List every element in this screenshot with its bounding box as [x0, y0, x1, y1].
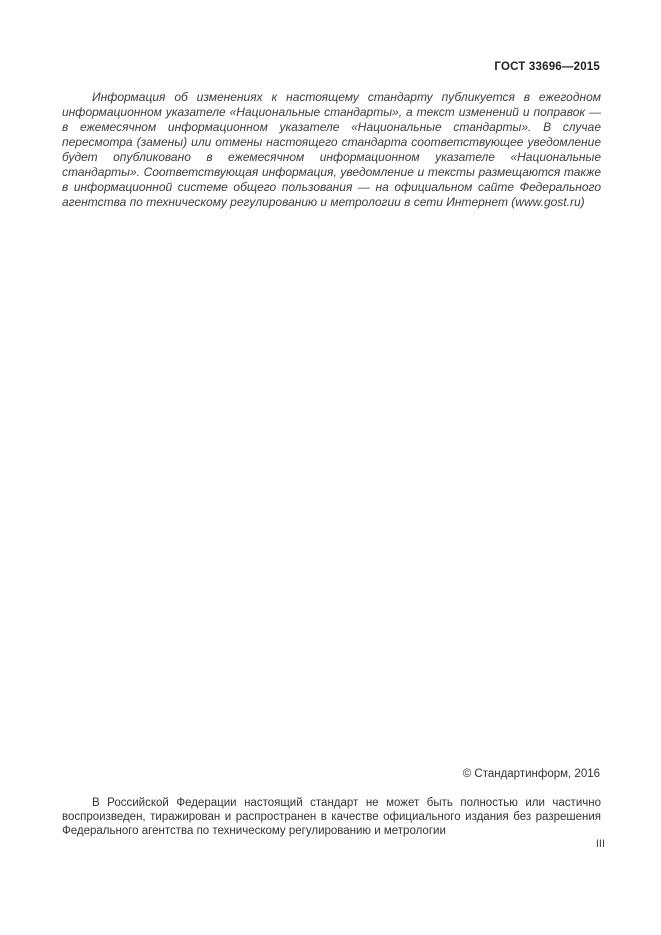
amendments-notice-paragraph: Информация об изменениях к настоящему стандарту публикуется в ежегодном информационном указателе «Национальные стандарты», а текст изменений и поправок — в ежемесячном информационном указателе «Национальные стандарты». В случае пересмотра (замены) или отмены настоящего стандарта соответствующее уведомление будет опубликовано в ежемесячном информационном указателе «Национальные стандарты». Соответствующая информация, уведомление и тексты размещаются также в информационной системе общего пользования — на официальном сайте Федерального агентства по техническому регулированию и метрологии в сети Интернет (www.gost.ru) — [62, 90, 601, 209]
reproduction-notice-paragraph: В Российской Федерации настоящий стандарт не может быть полностью или частично воспроизведен, тиражирован и распространен в качестве официального издания без разрешения Федерального агентства по техническому регулированию и метрологии — [62, 797, 601, 837]
copyright-line: © Стандартинформ, 2016 — [462, 768, 600, 780]
page-number: III — [595, 838, 605, 850]
standard-designation: ГОСТ 33696—2015 — [494, 61, 600, 73]
